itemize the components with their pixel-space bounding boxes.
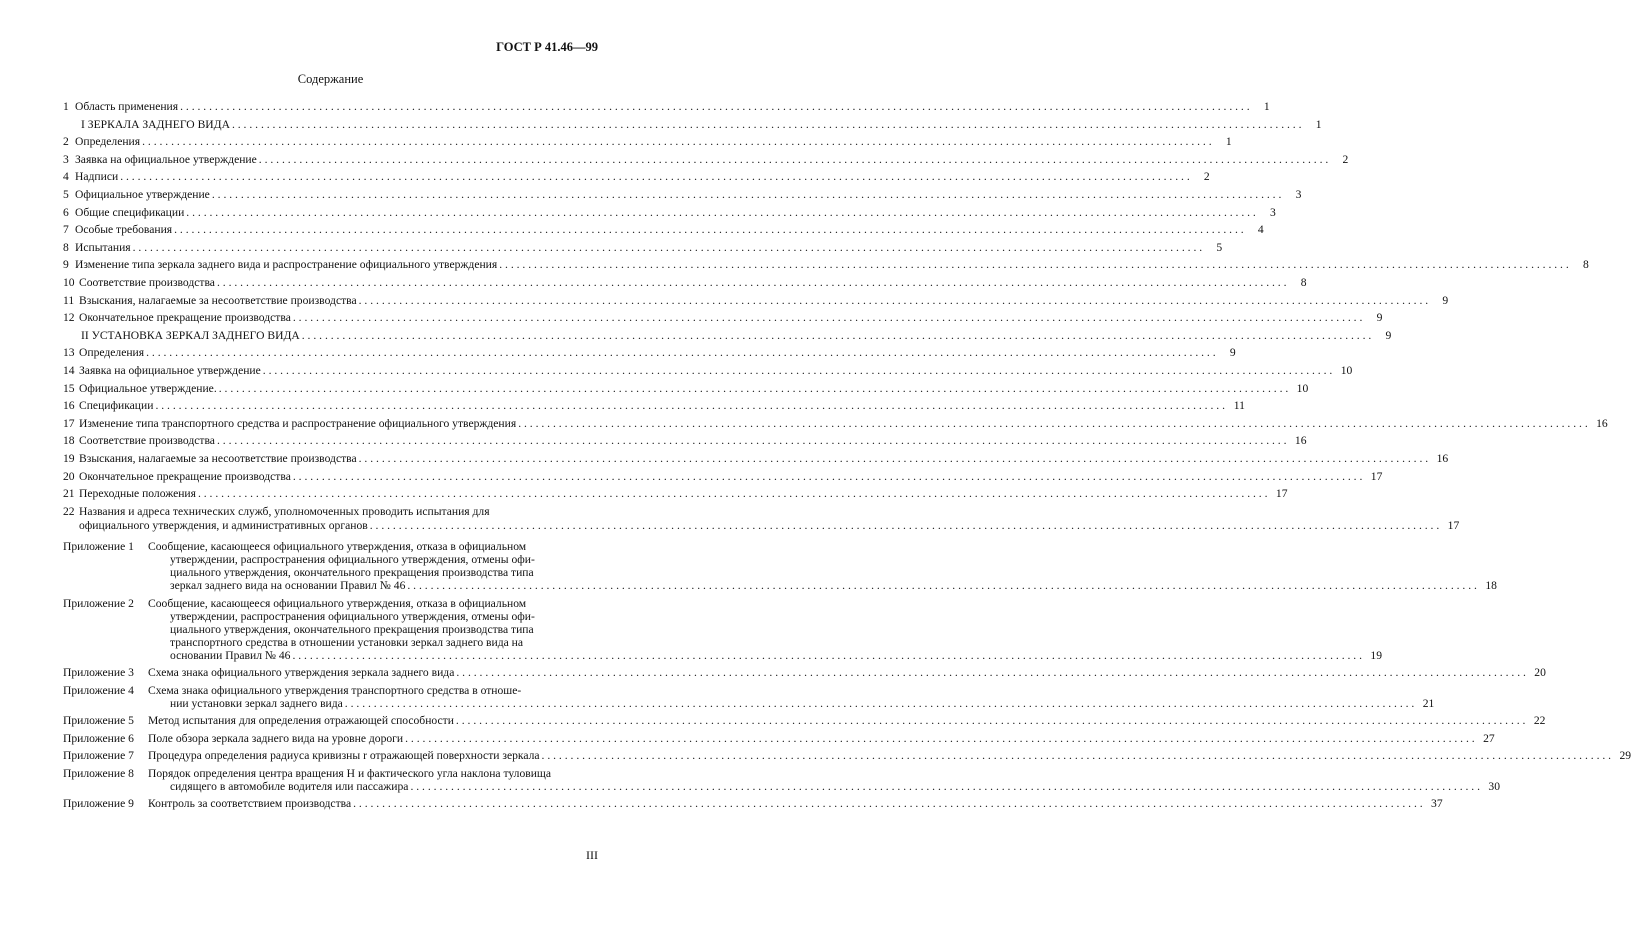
- toc-entry-number: 22: [63, 504, 75, 518]
- toc-entry-page: 16: [1436, 452, 1449, 465]
- toc-entry-number: 15: [63, 381, 75, 395]
- toc-entry: [63, 487, 1288, 501]
- toc-entry: [63, 381, 1309, 396]
- appendix-page: 21: [1422, 696, 1435, 710]
- appendix-page: 30: [1488, 779, 1500, 793]
- appendix-line: [148, 636, 599, 649]
- appendix-title: зеркал заднего вида на основании Правил № 46: [170, 579, 406, 593]
- toc-entry-number: 4: [63, 170, 69, 184]
- dot-leader: [133, 241, 1203, 255]
- toc-entry-line: [63, 152, 1349, 167]
- toc-entry-line: [63, 258, 1589, 272]
- appendix-title: Схема знака официального утверждения транспортного средства в отноше-: [148, 683, 522, 697]
- dot-leader: [359, 294, 1429, 308]
- appendix-line: [148, 648, 1382, 662]
- appendix-line: [148, 597, 599, 610]
- toc-entry-line: [63, 381, 1309, 396]
- dot-leader: [217, 276, 1287, 290]
- toc-entry-line: [63, 434, 1307, 448]
- toc-entry-title: Окончательное прекращение производства: [79, 469, 291, 483]
- toc-entry-title: Особые требования: [75, 223, 173, 237]
- toc-entry-number: 16: [63, 399, 75, 413]
- dot-leader: [293, 311, 1363, 325]
- dot-leader: [456, 666, 1526, 679]
- toc-entry-number: 9: [63, 258, 69, 272]
- toc-entry-title: Соответствие производства: [79, 434, 215, 448]
- toc-entry: [63, 223, 1264, 237]
- toc-entry-page: 11: [1233, 399, 1245, 413]
- toc-entry-line: [63, 505, 599, 519]
- document-code: ГОСТ Р 41.46—99: [496, 40, 598, 54]
- toc-entry: [63, 205, 1276, 220]
- appendix-line: [148, 623, 599, 636]
- appendix-label: Приложение 2: [63, 596, 134, 610]
- toc-entry-line: [63, 170, 1210, 184]
- toc-entry-title: Взыскания, налагаемые за несоответствие производства: [79, 293, 357, 307]
- toc-entry: [63, 434, 1307, 448]
- dot-leader: [370, 519, 1440, 533]
- appendix-line: [148, 579, 1497, 593]
- appendix-title: сидящего в автомобиле водителя или пассажира: [170, 779, 409, 793]
- toc-entry-page: 9: [1385, 328, 1392, 342]
- toc-entry-title: Испытания: [75, 240, 131, 254]
- appendix-label: Приложение 4: [63, 683, 134, 697]
- appendix-line: [148, 540, 599, 553]
- toc-entry-page: 10: [1340, 364, 1353, 377]
- appendix-title: нии установки зеркал заднего вида: [170, 696, 343, 710]
- toc-entry-line: [63, 223, 1264, 237]
- toc-entry-number: 13: [63, 346, 75, 360]
- dot-leader: [353, 797, 1423, 810]
- toc-entry-line: [63, 293, 1449, 308]
- appendix-body: [148, 731, 1495, 745]
- toc-entry-line: [63, 416, 1608, 431]
- dot-leader: [407, 579, 1477, 592]
- dot-leader: [219, 382, 1289, 396]
- appendix-body: [148, 666, 1546, 680]
- toc-entry: [63, 346, 1236, 360]
- toc-entry-title: Заявка на официальное утверждение: [79, 364, 261, 377]
- appendix-body: [148, 797, 1443, 811]
- toc-entry-page: 2: [1342, 152, 1349, 166]
- toc-entry-line: [63, 469, 1383, 484]
- toc-entry-page: 8: [1300, 276, 1307, 289]
- toc-entry-page: 1: [1315, 117, 1322, 131]
- toc-entry-page: 1: [1225, 135, 1232, 149]
- appendix-page: 19: [1370, 648, 1382, 662]
- appendix-line: [148, 696, 1435, 710]
- appendix-title: транспортного средства в отношении установки зеркал заднего вида на: [170, 635, 523, 649]
- dot-leader: [186, 206, 1256, 220]
- toc-entry-title: Определения: [75, 135, 141, 149]
- dot-leader: [499, 258, 1569, 272]
- toc-entry: [63, 258, 1589, 272]
- toc-entry: [63, 152, 1349, 167]
- appendix-label: Приложение 8: [63, 766, 134, 780]
- appendix-title: циального утверждения, окончательного прекращения производства типа: [170, 622, 534, 636]
- page-title: Содержание: [297, 72, 364, 86]
- toc-entry-page: 16: [1596, 416, 1608, 430]
- toc-entry-page: 3: [1270, 205, 1276, 219]
- toc-entry-line: [63, 364, 1353, 378]
- toc-entry-number: 2: [63, 135, 69, 149]
- appendix-line: [148, 684, 599, 697]
- toc-entry-line: [63, 328, 1392, 343]
- toc-entry: [63, 311, 1383, 325]
- toc-entry-title: Общие спецификации: [75, 205, 185, 219]
- appendix-line: [148, 553, 599, 566]
- toc-entry: [63, 170, 1210, 184]
- page-number: III: [586, 848, 598, 862]
- dot-leader: [217, 434, 1287, 448]
- toc-entry-title: Официальное утверждение: [75, 188, 210, 201]
- toc-entry-line: [63, 311, 1383, 325]
- toc-entry-line: [63, 452, 1449, 466]
- toc-entry-number: 11: [63, 293, 75, 307]
- dot-leader: [405, 732, 1475, 745]
- toc-entry-title: Определения: [79, 346, 145, 360]
- toc-entry-title: Официальное утверждение.: [79, 381, 217, 395]
- toc-entry-number: 3: [63, 152, 69, 166]
- toc-entry: [63, 293, 1449, 308]
- toc-entry-title: I ЗЕРКАЛА ЗАДНЕГО ВИДА: [81, 117, 230, 131]
- toc-entry-page: 16: [1294, 434, 1307, 448]
- toc-entry-page: 4: [1257, 223, 1264, 237]
- dot-leader: [142, 135, 1212, 149]
- toc-entry-line: [63, 399, 1245, 413]
- dot-leader: [292, 649, 1362, 662]
- toc-entry-page: 9: [1376, 311, 1383, 325]
- toc-entry: [63, 452, 1449, 466]
- appendix-label: Приложение 1: [63, 540, 134, 554]
- appendix-page: 22: [1533, 714, 1546, 728]
- appendix-body: [148, 714, 1546, 728]
- appendix-body: [148, 683, 1435, 710]
- toc-entry-line: [63, 117, 1322, 132]
- toc-entry: [63, 364, 1353, 378]
- appendix-title: Сообщение, касающееся официального утверждения, отказа в официальном: [148, 540, 527, 554]
- toc-entry-line: [63, 205, 1276, 220]
- toc-entry-title: Окончательное прекращение производства: [79, 311, 291, 325]
- dot-leader: [345, 697, 1415, 710]
- toc-section-heading: [63, 328, 1392, 343]
- toc-entry-number: 1: [63, 100, 69, 113]
- dot-leader: [293, 470, 1363, 484]
- toc-entry-title: Спецификации: [79, 399, 154, 413]
- appendix-page: 37: [1431, 797, 1443, 811]
- toc-entry-line: [63, 188, 1302, 202]
- appendix-title: основании Правил № 46: [170, 648, 291, 662]
- appendix-line: [148, 767, 599, 780]
- appendix-line: [148, 749, 1631, 763]
- appendix-page: 27: [1483, 731, 1495, 745]
- appendix-label: Приложение 3: [63, 666, 134, 680]
- dot-leader: [542, 749, 1612, 762]
- toc-entry: [63, 504, 1460, 533]
- toc-entry-title: Переходные положения: [79, 487, 196, 501]
- toc-entry-number: 5: [63, 188, 69, 201]
- appendix-page: 20: [1534, 666, 1546, 680]
- toc-entry-number: 17: [63, 416, 75, 430]
- toc-entry: [63, 276, 1307, 290]
- toc-entry-title: Взыскания, налагаемые за несоответствие производства: [79, 452, 357, 465]
- toc-entry: [63, 100, 1270, 114]
- toc-entry-page: 17: [1370, 469, 1383, 483]
- dot-leader: [456, 714, 1526, 727]
- toc-entry-title: Заявка на официальное утверждение: [75, 152, 257, 166]
- appendix-body: [148, 766, 1500, 793]
- toc-entry-number: 19: [63, 452, 75, 465]
- dot-leader: [232, 118, 1302, 132]
- toc-entry-number: 8: [63, 240, 69, 254]
- toc-entry: [63, 240, 1223, 255]
- appendix-line: [148, 797, 1443, 811]
- toc-entry-title: официального утверждения, и административных органов: [79, 518, 368, 532]
- toc-entry-number: 6: [63, 205, 69, 219]
- toc-entry-page: 10: [1296, 381, 1309, 395]
- dot-leader: [146, 346, 1216, 360]
- toc-entry-page: 3: [1295, 188, 1302, 201]
- dot-leader: [410, 780, 1480, 793]
- toc-entry-number: 14: [63, 364, 75, 377]
- toc-entry: [63, 399, 1245, 413]
- dot-leader: [155, 399, 1225, 413]
- toc-entry-number: 12: [63, 311, 75, 325]
- toc-entry-title: Изменение типа транспортного средства и распространение официального утверждения: [79, 416, 517, 430]
- toc-entry-number: 20: [63, 469, 75, 483]
- appendix-line: [148, 714, 1546, 728]
- toc-entry-title: Соответствие производства: [79, 276, 215, 289]
- appendix-label: Приложение 9: [63, 797, 134, 811]
- appendix-title: утверждении, распространения официального утверждения, отмены офи-: [170, 609, 535, 623]
- dot-leader: [120, 170, 1190, 184]
- toc-entry: [63, 469, 1383, 484]
- toc-entry-line: [63, 135, 1232, 149]
- toc-entry-number: 21: [63, 487, 75, 501]
- appendix-line: [148, 610, 599, 623]
- toc-entry-line: [63, 240, 1223, 255]
- toc-entry-page: 2: [1203, 170, 1210, 184]
- toc-entry: [63, 188, 1302, 202]
- toc-entry-page: 9: [1229, 346, 1236, 360]
- appendix-title: циального утверждения, окончательного прекращения производства типа: [170, 566, 534, 580]
- toc-entry-title: Область применения: [75, 100, 179, 113]
- dot-leader: [180, 100, 1250, 114]
- toc-entry-line: [63, 346, 1236, 360]
- appendix-line: [148, 779, 1500, 793]
- dot-leader: [263, 364, 1333, 378]
- toc-entry-title: Надписи: [75, 170, 119, 184]
- toc-entry-line: [63, 100, 1270, 114]
- dot-leader: [359, 452, 1429, 466]
- toc-entry-page: 1: [1263, 100, 1270, 113]
- dot-leader: [302, 329, 1372, 343]
- appendix-title: Поле обзора зеркала заднего вида на уровне дороги: [148, 731, 404, 745]
- toc-entry-page: 8: [1582, 258, 1589, 272]
- toc-entry-number: 7: [63, 223, 69, 237]
- toc-entry: [63, 416, 1608, 431]
- dot-leader: [212, 188, 1282, 202]
- dot-leader: [198, 487, 1268, 501]
- appendix-line: [148, 731, 1495, 745]
- toc-entry-title: Названия и адреса технических служб, уполномоченных проводить испытания для: [79, 504, 490, 518]
- appendix-title: Контроль за соответствием производства: [148, 797, 352, 811]
- dot-leader: [174, 223, 1244, 237]
- appendix-page: 18: [1485, 579, 1497, 593]
- toc-entry-page: 17: [1275, 487, 1288, 501]
- dot-leader: [518, 417, 1588, 431]
- appendix-title: Метод испытания для определения отражающей способности: [148, 714, 454, 728]
- appendix-label: Приложение 7: [63, 749, 134, 763]
- toc-entry: [63, 135, 1232, 149]
- appendix-body: [148, 596, 1382, 662]
- toc-entry-title: Изменение типа зеркала заднего вида и распространение официального утверждения: [75, 258, 498, 272]
- toc-entry-line: [63, 518, 1460, 533]
- appendix-title: Схема знака официального утверждения зеркала заднего вида: [148, 666, 455, 680]
- toc-entry-line: [63, 487, 1288, 501]
- appendix-title: Процедура определения радиуса кривизны r отражающей поверхности зеркала: [148, 749, 540, 763]
- toc-entry-line: [63, 276, 1307, 290]
- toc-entry-page: 9: [1442, 293, 1449, 307]
- toc-entry-number: 18: [63, 434, 75, 448]
- toc-entry-page: 5: [1216, 240, 1223, 254]
- toc-entry-number: 10: [63, 276, 75, 289]
- appendix-body: [148, 540, 1497, 593]
- toc-section-heading: [63, 117, 1322, 132]
- dot-leader: [259, 153, 1329, 167]
- toc-entry-page: 17: [1447, 518, 1460, 532]
- appendix-body: [148, 749, 1631, 763]
- appendix-label: Приложение 6: [63, 731, 134, 745]
- appendix-line: [148, 666, 1546, 680]
- appendix-page: 29: [1619, 749, 1631, 763]
- appendix-label: Приложение 5: [63, 714, 134, 728]
- appendix-line: [148, 566, 599, 579]
- appendix-title: утверждении, распространения официального утверждения, отмены офи-: [170, 553, 535, 567]
- appendix-title: Сообщение, касающееся официального утверждения, отказа в официальном: [148, 596, 527, 610]
- appendix-title: Порядок определения центра вращения H и фактического угла наклона туловища: [148, 766, 552, 780]
- toc-entry-title: II УСТАНОВКА ЗЕРКАЛ ЗАДНЕГО ВИДА: [81, 328, 300, 342]
